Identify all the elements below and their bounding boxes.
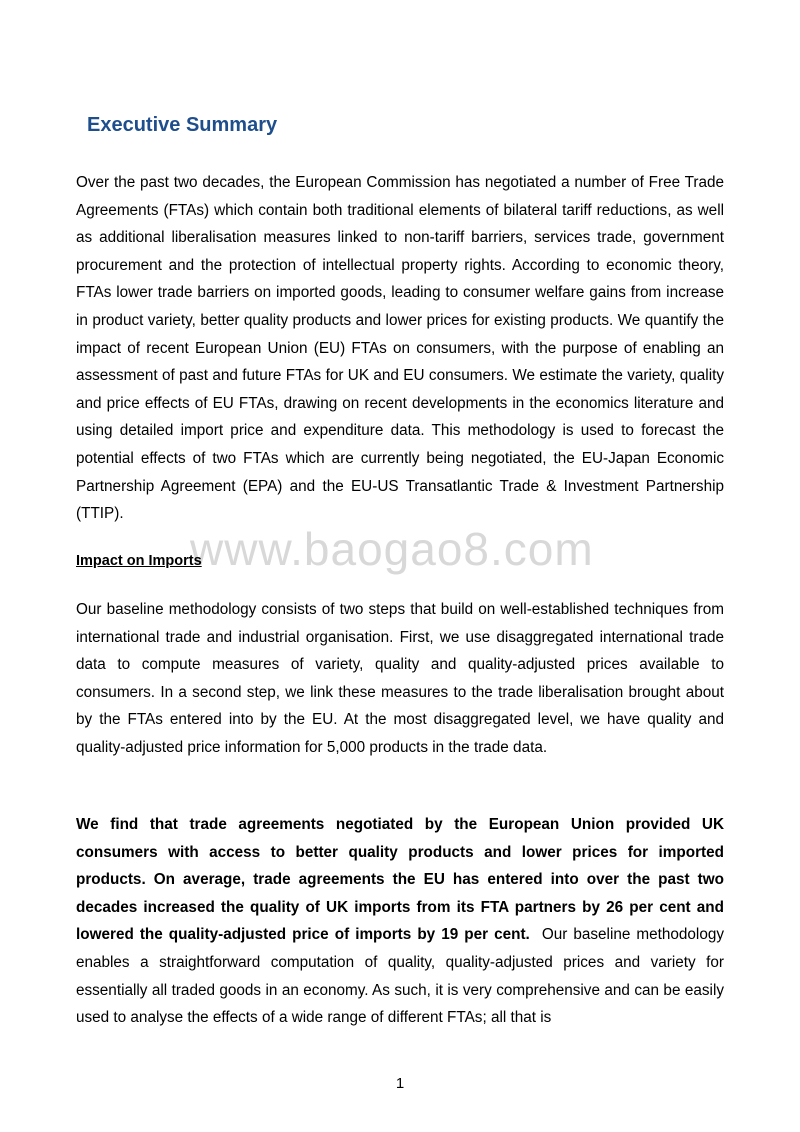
watermark: www.baogao8.com	[190, 523, 594, 575]
paragraph-findings	[76, 811, 724, 1032]
paragraph-intro: Over the past two decades, the European Commission has negotiated a number of Free Trade Agreements (FTAs) which contain both traditional elements of bilateral tariff reductions, as well as additional liberalisation measures linked to non-tariff barriers, services trade, government procurement and the protection of intellectual property rights. According to economic theory, FTAs lower trade barriers on imported goods, leading to consumer welfare gains from increase in product variety, better quality products and lower prices for existing products. We quantify the impact of recent European Union (EU) FTAs on consumers, with the purpose of enabling an assessment of past and future FTAs for UK and EU consumers. We estimate the variety, quality and price effects of EU FTAs, drawing on recent developments in the economics literature and using detailed import price and expenditure data. This methodology is used to forecast the potential effects of two FTAs which are currently being negotiated, the EU-Japan Economic Partnership Agreement (EPA) and the EU-US Transatlantic Trade & Investment Partnership (TTIP).	[76, 174, 724, 523]
findings-bold-text: We find that trade agreements negotiated by the European Union provided UK consumers with access to better quality products and lower prices for imported products. On average, trade agreements the EU has entered into over the past two decades increased the quality of UK imports from its FTA partners by 26 per cent and lowered the quality-adjusted price of imports by 19 per cent.	[76, 816, 724, 944]
page-title: Executive Summary	[87, 114, 278, 136]
paragraph-methodology: Our baseline methodology consists of two steps that build on well-established techniques from international trade and industrial organisation. First, we use disaggregated international trade data to compute measures of variety, quality and quality-adjusted prices available to consumers. In a second step, we link these measures to the trade liberalisation brought about by the FTAs entered into by the EU. At the most disaggregated level, we have quality and quality-adjusted price information for 5,000 products in the trade data.	[76, 601, 724, 756]
page-number: 1	[395, 1075, 405, 1092]
findings-regular-text: Our baseline methodology enables a straightforward computation of quality, quality-adjusted prices and variety for essentially all traded goods in an economy. As such, it is very comprehensive and can be easily used to analyse the effects of a wide range of different FTAs; all that is	[76, 926, 724, 1027]
section-heading-impact-on-imports: Impact on Imports	[76, 553, 202, 569]
